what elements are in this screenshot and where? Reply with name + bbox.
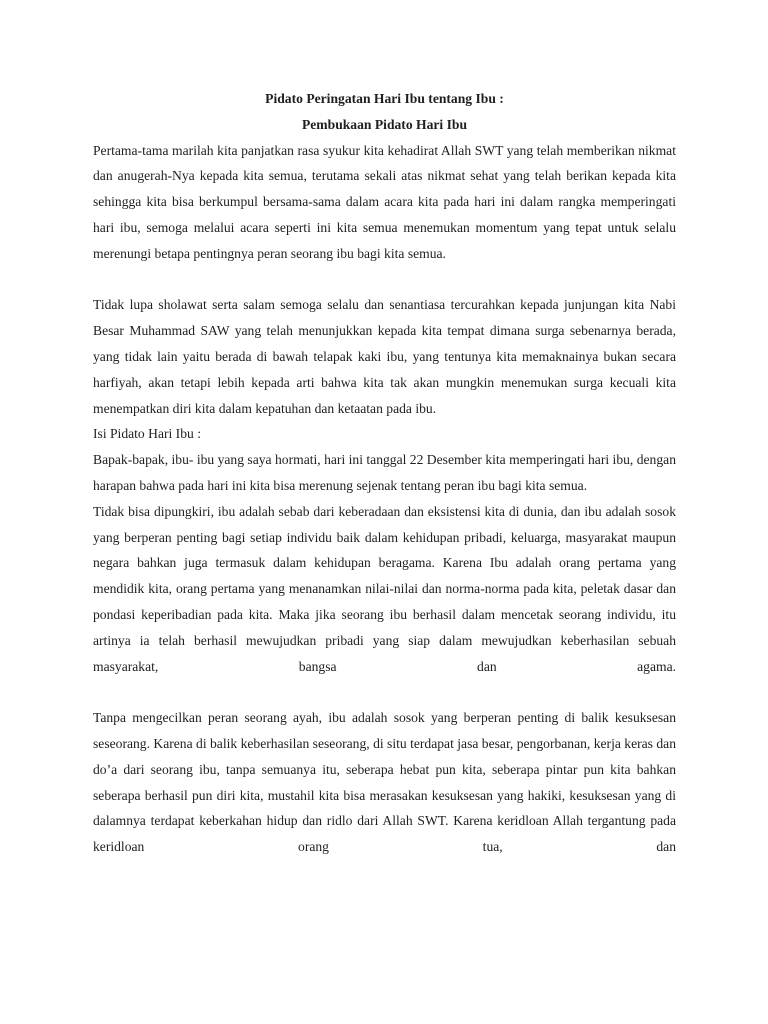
paragraph-spacer	[93, 267, 676, 293]
paragraph-role-of-mother: Tidak bisa dipungkiri, ibu adalah sebab dari keberadaan dan eksistensi kita di dunia, dan ibu adalah sosok yang berperan penting bagi setiap individu baik dalam kehidupan pribadi, keluarga, masyarakat maupun negara bahkan juga termasuk dalam kehidupan beragama. Karena Ibu adalah orang pertama yang mendidik kita, orang pertama yang menanamkan nilai-nilai dan norma-norma pada kita, peletak dasar dan pondasi keperibadian pada kita. Maka jika seorang ibu berhasil dalam mencetak seorang individu, itu artinya ia telah berhasil mewujudkan pribadi yang siap dalam mewujudkan keberhasilan sebuah masyarakat, bangsa dan agama.	[93, 503, 676, 674]
document-title: Pidato Peringatan Hari Ibu tentang Ibu :	[265, 91, 504, 106]
paragraph-success: Tanpa mengecilkan peran seorang ayah, ibu adalah sosok yang berperan penting di balik kesuksesan seseorang. Karena di balik keberhasilan seseorang, di situ terdapat jasa besar, pengorbanan, kerja keras dan do’a dari seorang ibu, tanpa semuanya itu, seberapa hebat pun kita, seberapa pintar pun kita bahkan seberapa berhasil pun diri kita, mustahil kita bisa merasakan kesuksesan yang hakiki, kesuksesan yang di dalamnya terdapat keberkahan hidup dan ridlo dari Allah SWT. Karena keridloan Allah tergantung pada keridloan orang tua, dan	[93, 710, 676, 855]
paragraph-spacer	[93, 679, 676, 705]
document-subtitle: Pembukaan Pidato Hari Ibu	[301, 116, 468, 132]
document-page	[93, 86, 676, 860]
paragraph-greeting: Bapak-bapak, ibu- ibu yang saya hormati, hari ini tanggal 22 Desember kita memperingati hari ibu, dengan harapan bahwa pada hari ini kita bisa merenung sejenak tentang peran ibu bagi kita semua.	[93, 452, 676, 493]
paragraph-opening: Pertama-tama marilah kita panjatkan rasa syukur kita kehadirat Allah SWT yang telah memberikan nikmat dan anugerah-Nya kepada kita semua, terutama sekali atas nikmat sehat yang telah berikan kepada kita sehingga kita bisa berkumpul bersama-sama dalam acara kita pada hari ini dalam rangka memperingati hari ibu, semoga melalui acara seperti ini kita semua menemukan momentum yang tepat untuk selalu merenungi betapa pentingnya peran seorang ibu bagi kita semua.	[93, 142, 676, 261]
paragraph-sholawat: Tidak lupa sholawat serta salam semoga selalu dan senantiasa tercurahkan kepada junjungan kita Nabi Besar Muhammad SAW yang telah menunjukkan kepada kita tempat dimana surga sebenarnya berada, yang tidak lain yaitu berada di bawah telapak kaki ibu, yang tentunya kita memaknainya bukan secara harfiyah, akan tetapi lebih kepada arti bahwa kita tak akan mungkin menemukan surga kecuali kita menempatkan diri kita dalam kepatuhan dan ketaatan pada ibu.	[93, 297, 676, 416]
section-heading-isi: Isi Pidato Hari Ibu :	[93, 426, 201, 442]
